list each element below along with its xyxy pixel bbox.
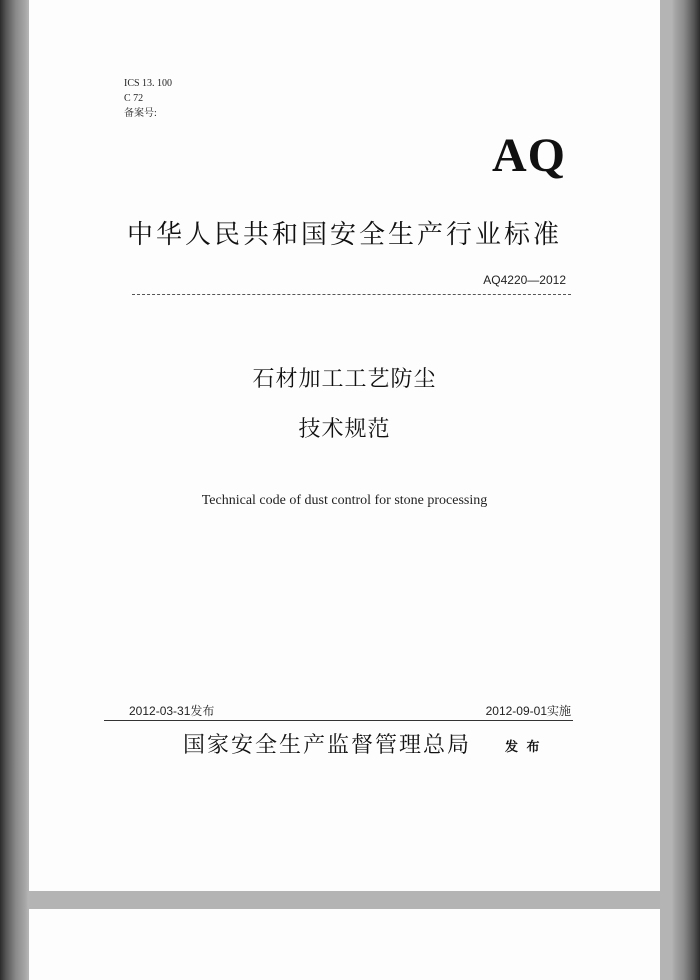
- standard-category-title: 中华人民共和国安全生产行业标准: [126, 220, 562, 250]
- document-title-line-2: 技术规范: [298, 417, 391, 442]
- english-title: Technical code of dust control for stone processing: [201, 493, 488, 508]
- classification-block: [124, 76, 172, 121]
- solid-divider: [104, 720, 573, 721]
- release-date: 2012-03-31发布: [129, 704, 215, 718]
- effective-date: 2012-09-01实施: [485, 704, 571, 718]
- ccs-code: C 72: [124, 93, 144, 104]
- record-number-label: 备案号:: [124, 108, 157, 119]
- document-title-line-1: 石材加工工艺防尘: [252, 367, 437, 392]
- standard-number: AQ4220—2012: [483, 273, 566, 287]
- document-page-next: [29, 909, 660, 980]
- ics-code: ICS 13. 100: [124, 78, 173, 89]
- dashed-divider: [132, 294, 571, 295]
- document-page-cover: [29, 0, 660, 891]
- issuing-suffix: 发 布: [505, 740, 542, 755]
- issuing-authority: 国家安全生产监督管理总局: [183, 733, 472, 758]
- aq-logo: AQ: [492, 129, 566, 182]
